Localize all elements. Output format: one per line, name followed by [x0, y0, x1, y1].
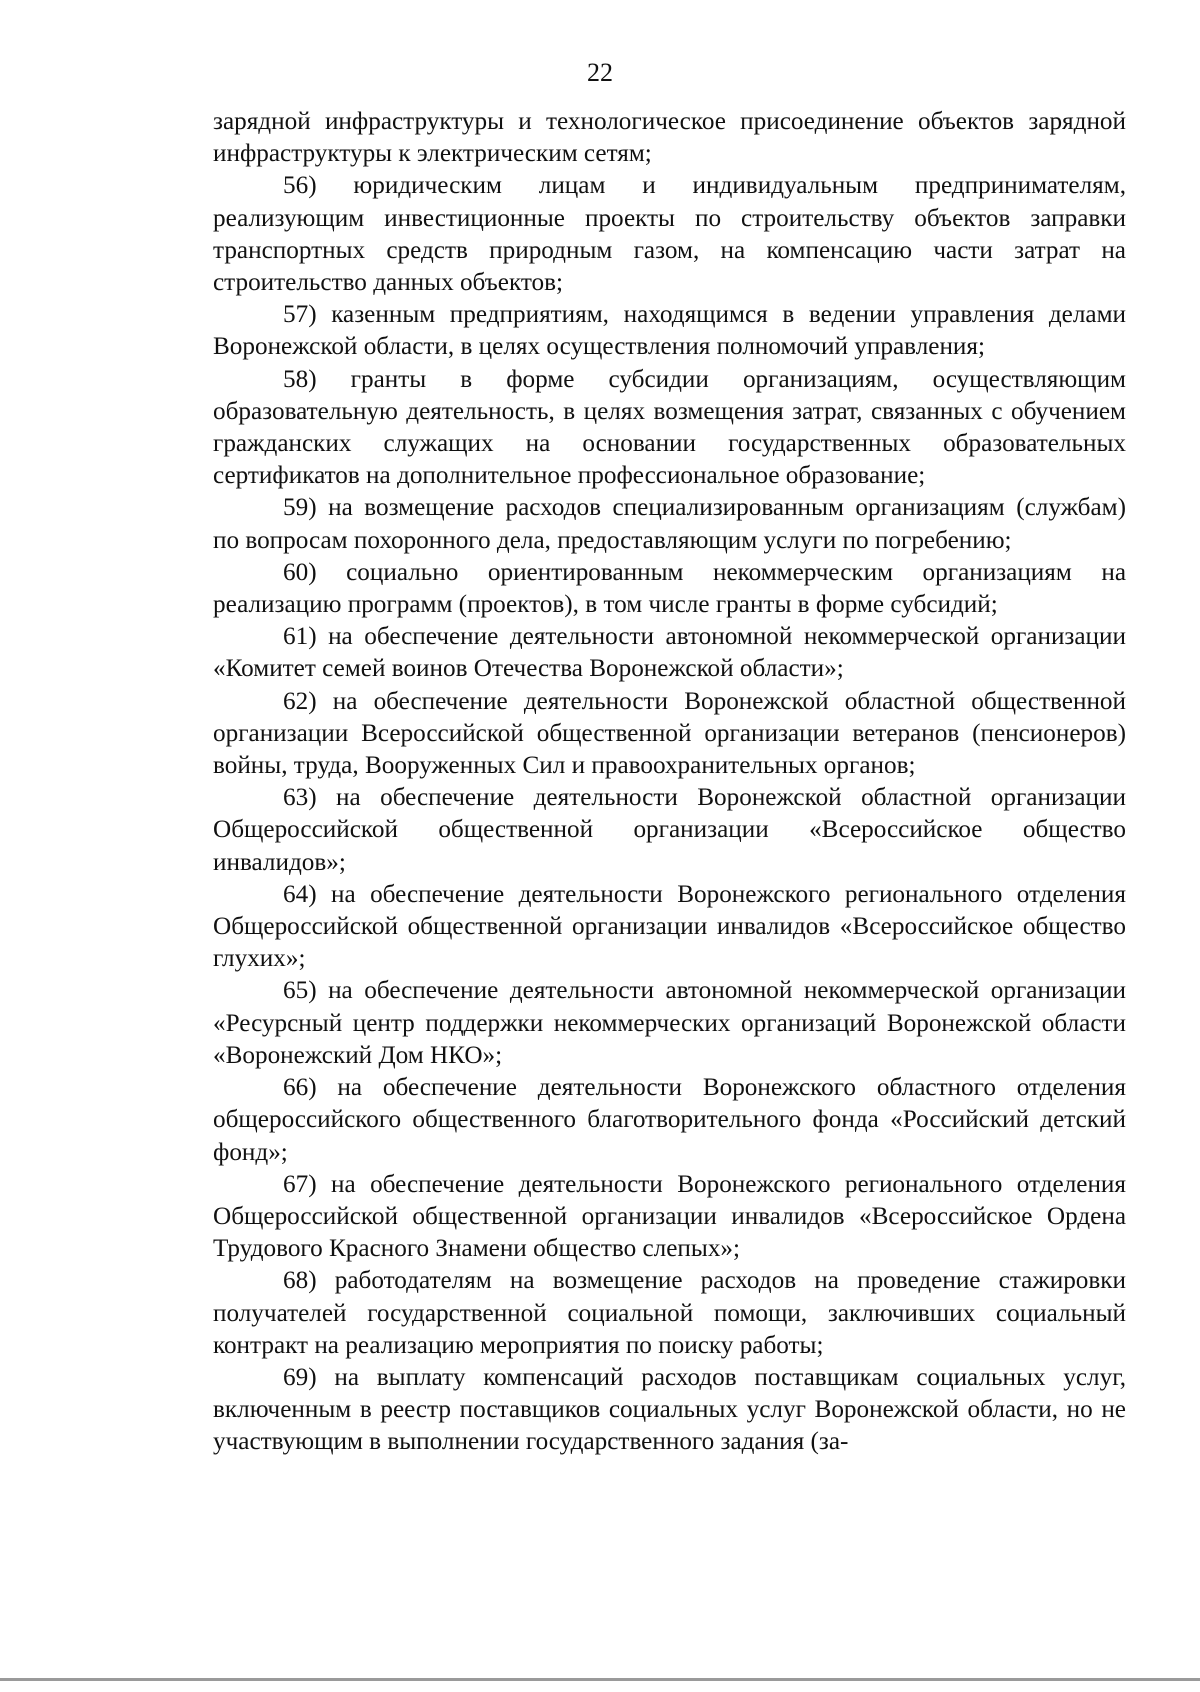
paragraph-item-68: 68) работодателям на возмещение расходов на проведение стажировки получателей государственной социальной помощи, заключивших социальный контракт на реализацию мероприятия по поиску работы; [213, 1267, 1126, 1359]
paragraph-item-63: 63) на обеспечение деятельности Воронежской областной организации Общероссийской общественной организации «Всероссийское общество инвалидов»; [213, 784, 1126, 876]
paragraph-item-56: 56) юридическим лицам и индивидуальным предпринимателям, реализующим инвестиционные проекты по строительству объектов заправки транспортных средств природным газом, на компенсацию части затрат на строительство данных объектов; [213, 172, 1126, 297]
paragraph-item-65: 65) на обеспечение деятельности автономной некоммерческой организации «Ресурсный центр поддержки некоммерческих организаций Воронежской области «Воронежский Дом НКО»; [213, 977, 1126, 1069]
paragraph-item-58: 58) гранты в форме субсидии организациям, осуществляющим образовательную деятельность, в целях возмещения затрат, связанных с обучением гражданских служащих на основании государственных образовательных сертификатов на дополнительное профессиональное образование; [213, 365, 1126, 490]
page-number: 22 [587, 58, 613, 87]
paragraph-item-59: 59) на возмещение расходов специализированным организациям (службам) по вопросам похоронного дела, предоставляющим услуги по погребению; [213, 494, 1126, 554]
paragraph-continuation: зарядной инфраструктуры и технологическое присоединение объектов зарядной инфраструктуры к электрическим сетям; [213, 108, 1126, 168]
paragraph-item-60: 60) социально ориентированным некоммерческим организациям на реализацию программ (проектов), в том числе гранты в форме субсидий; [213, 558, 1126, 619]
paragraph-item-57: 57) казенным предприятиям, находящимся в ведении управления делами Воронежской области, в целях осуществления полномочий управления; [213, 301, 1126, 361]
paragraph-item-66: 66) на обеспечение деятельности Воронежского областного отделения общероссийского общественного благотворительного фонда «Российский детский фонд»; [213, 1074, 1126, 1166]
paragraph-item-62: 62) на обеспечение деятельности Воронежской областной общественной организации Всероссийской общественной организации ветеранов (пенсионеров) войны, труда, Вооруженных Сил и правоохранительных органов; [213, 687, 1126, 780]
bottom-scan-edge [0, 1678, 1200, 1681]
paragraph-item-61: 61) на обеспечение деятельности автономной некоммерческой организации «Комитет семей воинов Отечества Воронежской области»; [213, 623, 1126, 683]
paragraph-item-67: 67) на обеспечение деятельности Воронежского регионального отделения Общероссийской общественной организации инвалидов «Всероссийское Ордена Трудового Красного Знамени общество слепых»; [213, 1170, 1126, 1263]
paragraph-item-69: 69) на выплату компенсаций расходов поставщикам социальных услуг, включенным в реестр поставщиков социальных услуг Воронежской области, но не участвующим в выполнении государственного задания (за- [213, 1363, 1126, 1456]
paragraph-item-64: 64) на обеспечение деятельности Воронежского регионального отделения Общероссийской общественной организации инвалидов «Всероссийское общество глухих»; [213, 880, 1126, 973]
document-body [213, 106, 1126, 1459]
